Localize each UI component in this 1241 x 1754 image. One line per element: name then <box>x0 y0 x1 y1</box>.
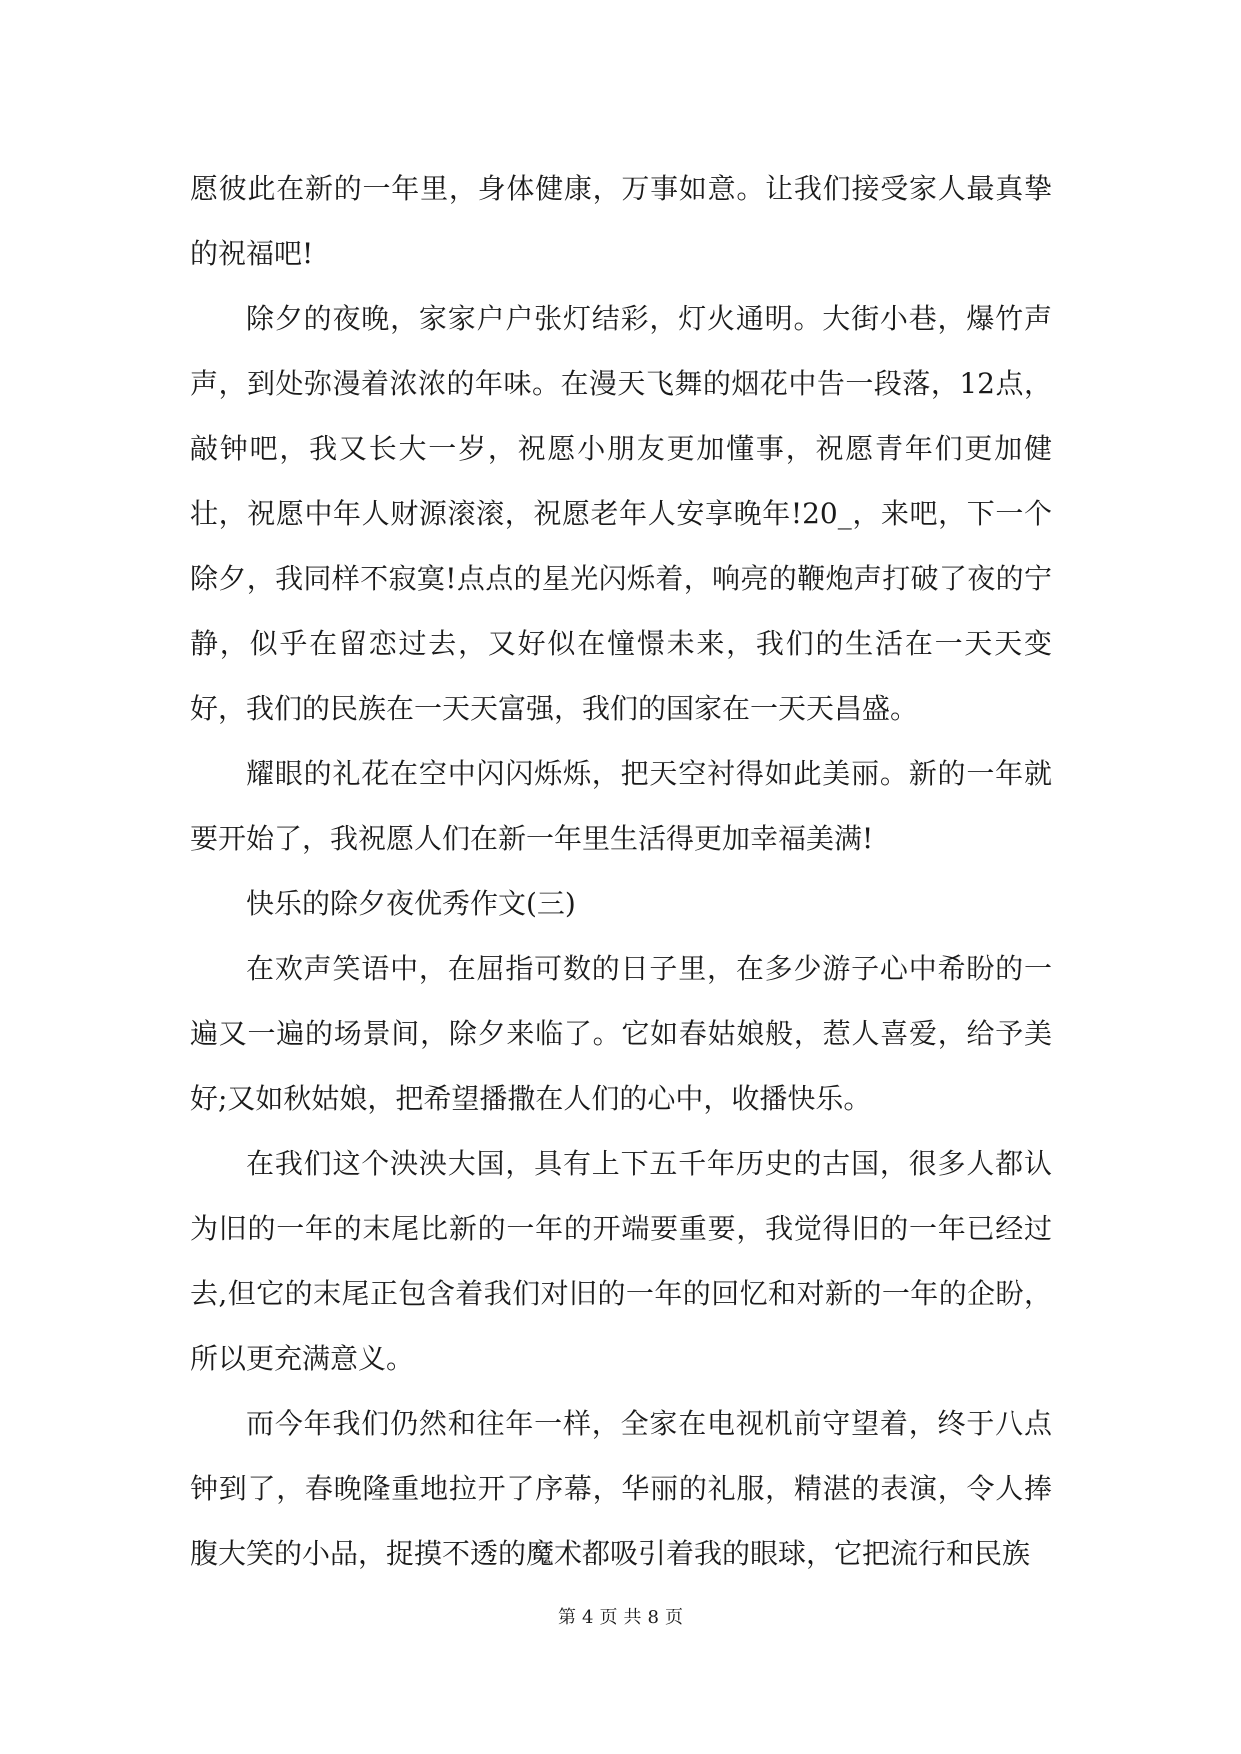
section-heading: 快乐的除夕夜优秀作文(三) <box>246 887 576 920</box>
footer-label-unit: 页 <box>599 1607 618 1628</box>
page-footer <box>0 1606 1241 1630</box>
footer-current-page: 4 <box>582 1607 594 1628</box>
footer-label-page: 第 <box>558 1607 577 1628</box>
paragraph-2: 除夕的夜晚，家家户户张灯结彩，灯火通明。大街小巷，爆竹声声，到处弥漫着浓浓的年味。在漫天飞舞的烟花中告一段落，12点，敲钟吧，我又长大一岁，祝愿小朋友更加懂事，祝愿青年们更加健壮，祝愿中年人财源滚滚，祝愿老年人安享晚年!20_，来吧，下一个除夕，我同样不寂寞!点点的星光闪烁着，响亮的鞭炮声打破了夜的宁静，似乎在留恋过去，又好似在憧憬未来，我们的生活在一天天变好，我们的民族在一天天富强，我们的国家在一天天昌盛。 <box>190 302 1052 725</box>
footer-label-total: 共 <box>623 1607 642 1628</box>
paragraph-5: 在欢声笑语中，在屈指可数的日子里，在多少游子心中希盼的一遍又一遍的场景间，除夕来临了。它如春姑娘般，惹人喜爱，给予美好;又如秋姑娘，把希望播撒在人们的心中，收播快乐。 <box>190 952 1052 1115</box>
paragraph-1: 愿彼此在新的一年里，身体健康，万事如意。让我们接受家人最真挚的祝福吧! <box>190 172 1052 270</box>
paragraph-7: 而今年我们仍然和往年一样，全家在电视机前守望着，终于八点钟到了，春晚隆重地拉开了序幕，华丽的礼服，精湛的表演，令人捧腹大笑的小品，捉摸不透的魔术都吸引着我的眼球，它把流行和民族 <box>190 1407 1052 1570</box>
document-body <box>190 156 1052 1586</box>
footer-label-unit-end: 页 <box>664 1607 683 1628</box>
footer-total-pages: 8 <box>647 1607 659 1628</box>
paragraph-6: 在我们这个泱泱大国，具有上下五千年历史的古国，很多人都认为旧的一年的末尾比新的一年的开端要重要，我觉得旧的一年已经过去,但它的末尾正包含着我们对旧的一年的回忆和对新的一年的企盼，所以更充满意义。 <box>190 1147 1052 1375</box>
paragraph-3: 耀眼的礼花在空中闪闪烁烁，把天空衬得如此美丽。新的一年就要开始了，我祝愿人们在新一年里生活得更加幸福美满! <box>190 757 1052 855</box>
